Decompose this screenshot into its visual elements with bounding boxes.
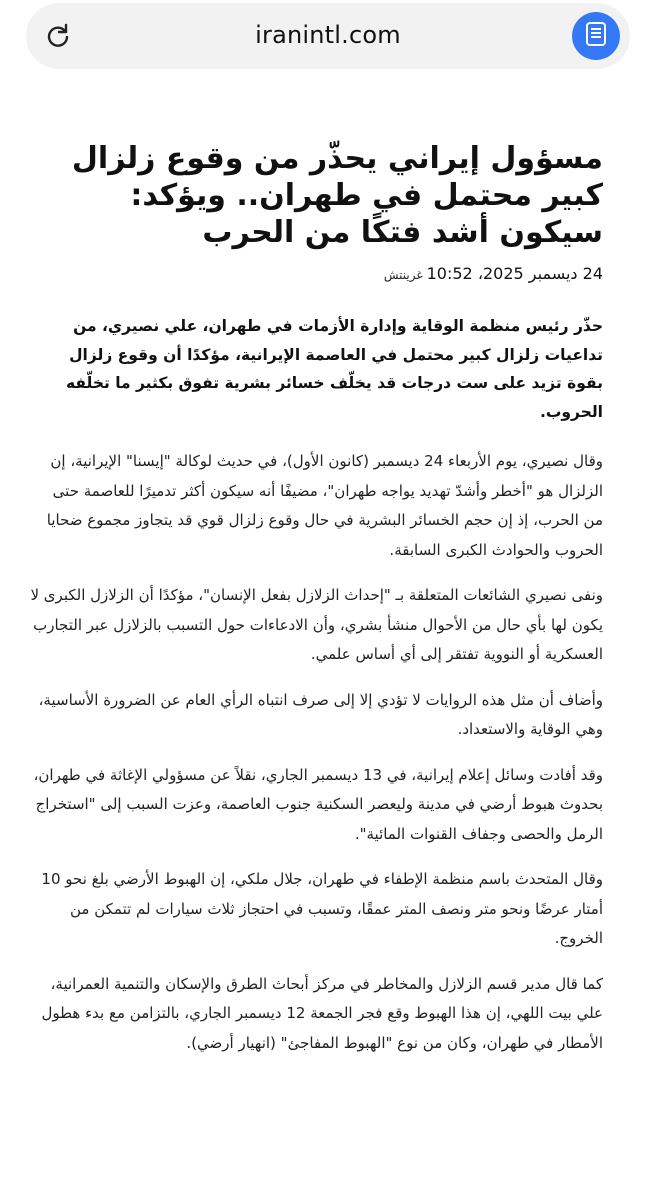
article-paragraph: وقال نصيري، يوم الأربعاء 24 ديسمبر (كانون الأول)، في حديث لوكالة "إيسنا" الإيرانية، إن الزلزال هو "أخطر وأشدّ تهديد يواجه طهران"، مضيفًا أنه سيكون أكثر تدميرًا للعاصمة حتى من الحرب، إذ إن حجم الخسائر البشرية في حال وقوع زلزال قوي قد يتجاوز مجموع ضحايا الحروب والحوادث الكبرى السابقة. <box>46 452 603 559</box>
reader-mode-button[interactable] <box>572 12 620 60</box>
article <box>0 140 653 1058</box>
address-domain[interactable]: iranintl.com <box>255 21 401 49</box>
article-paragraph: وقال المتحدث باسم منظمة الإطفاء في طهران، جلال ملكي، إن الهبوط الأرضي بلغ نحو 10 أمتار عرضًا ونحو متر ونصف المتر عمقًا، وتسبب في احتجاز ثلاث سيارات لم تتمكن من الخروج. <box>41 870 603 947</box>
address-bar[interactable] <box>26 3 630 69</box>
reader-mode-icon <box>585 21 607 51</box>
article-timezone: غرينتش <box>383 268 423 282</box>
article-paragraph: ونفى نصيري الشائعات المتعلقة بـ "إحداث الزلازل بفعل الإنسان"، مؤكدًا أن الزلازل الكبرى لا يكون لها بأي حال من الأحوال منشأ بشري، وأن الادعاءات حول التسبب بالزلازل عبر التجارب العسكرية أو النووية تفتقر إلى أي أساس علمي. <box>30 586 603 663</box>
article-dateline <box>30 263 603 286</box>
article-lead: حذّر رئيس منظمة الوقاية وإدارة الأزمات في طهران، علي نصيري، من تداعيات زلزال كبير محتمل في العاصمة الإيرانية، مؤكدًا أن وقوع زلزال بقوة تزيد على ست درجات قد يخلّف خسائر بشرية تفوق بكثير ما تخلّفه الحروب. <box>65 317 603 421</box>
article-paragraph: وأضاف أن مثل هذه الروايات لا تؤدي إلا إلى صرف انتباه الرأي العام عن الضرورة الأساسية، وهي الوقاية والاستعداد. <box>38 690 603 738</box>
article-paragraph: وقد أفادت وسائل إعلام إيرانية، في 13 ديسمبر الجاري، نقلاً عن مسؤولي الإغاثة في طهران، بحدوث هبوط أرضي في مدينة وليعصر السكنية جنوب العاصمة، وعزت السبب إلى "استخراج الرمل والحصى وجفاف القنوات المائية". <box>33 765 603 843</box>
article-headline: مسؤول إيراني يحذّر من وقوع زلزال كبير محتمل في طهران.. ويؤكد: سيكون أشد فتكًا من الحرب <box>71 141 603 250</box>
article-paragraph: كما قال مدير قسم الزلازل والمخاطر في مركز أبحاث الطرق والإسكان والتنمية العمرانية، علي بيت اللهي، إن هذا الهبوط وقع فجر الجمعة 12 ديسمبر الجاري، بالتزامن مع بدء هطول الأمطار في طهران، وكان من نوع "الهبوط المفاجئ" (انهيار أرضي). <box>41 974 603 1052</box>
article-date: 24 ديسمبر 2025، 10:52 <box>426 264 603 283</box>
browser-toolbar <box>0 0 653 100</box>
